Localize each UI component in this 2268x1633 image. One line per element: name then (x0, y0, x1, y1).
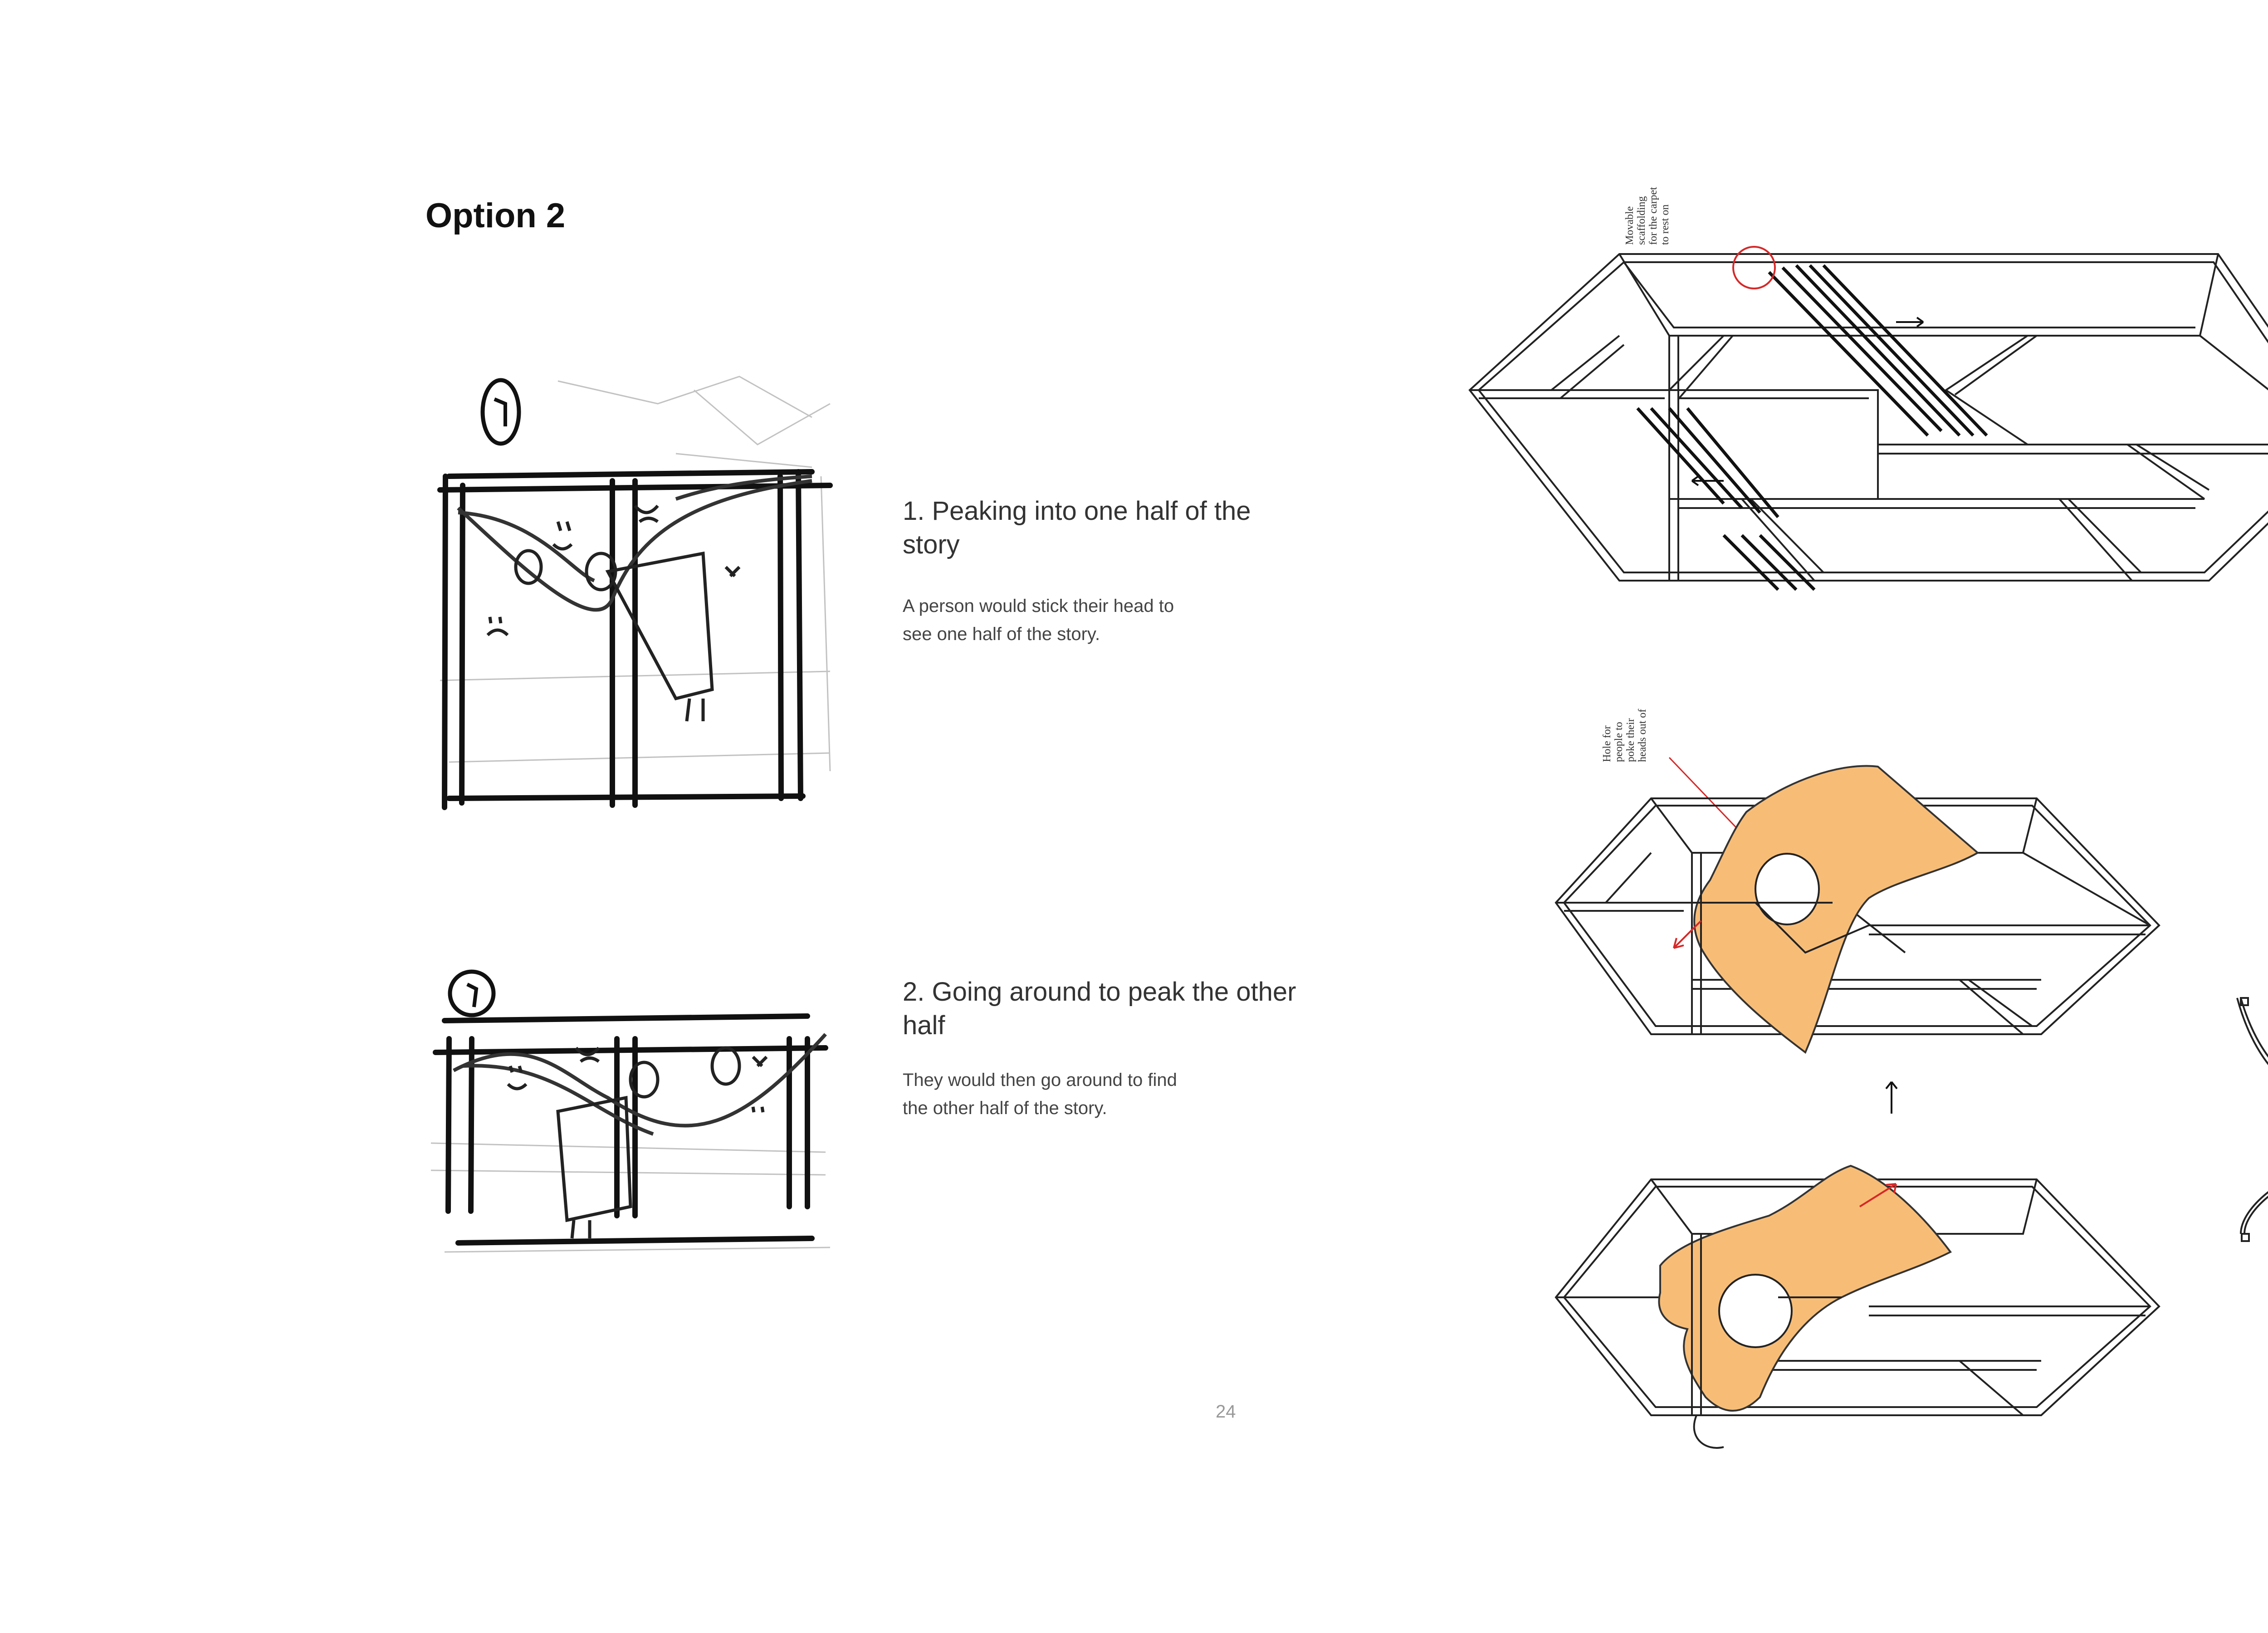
up-arrow-icon (1882, 1080, 1901, 1116)
page-number-left: 24 (1216, 1402, 1236, 1422)
step-2-body: They would then go around to find the other half of the story. (903, 1070, 1177, 1118)
scaffolding-top-drawing (1470, 245, 2268, 608)
annotation-hole: Hole for people to poke their heads out of (1601, 709, 1648, 762)
annotation-movable-scaffolding: Movable scaffolding for the carpet to rest on (1624, 187, 1671, 245)
sketch-1-image (422, 363, 848, 830)
carpet-profile-diagrams (2223, 744, 2268, 1497)
step-2-heading: 2. Going around to peak the other half (903, 977, 1296, 1040)
carpet-shape (1659, 1166, 1951, 1411)
scaffolding-bottom-drawing (1551, 1161, 2177, 1479)
page-title: Option 2 (425, 196, 566, 235)
step-1-heading: 1. Peaking into one half of the story (903, 496, 1251, 559)
step-1-body: A person would stick their head to see one half of the story. (903, 596, 1174, 644)
sketch-2-image (417, 962, 839, 1288)
scaffolding-middle-drawing (1551, 735, 2177, 1061)
carpet-shape (1694, 766, 1978, 1052)
